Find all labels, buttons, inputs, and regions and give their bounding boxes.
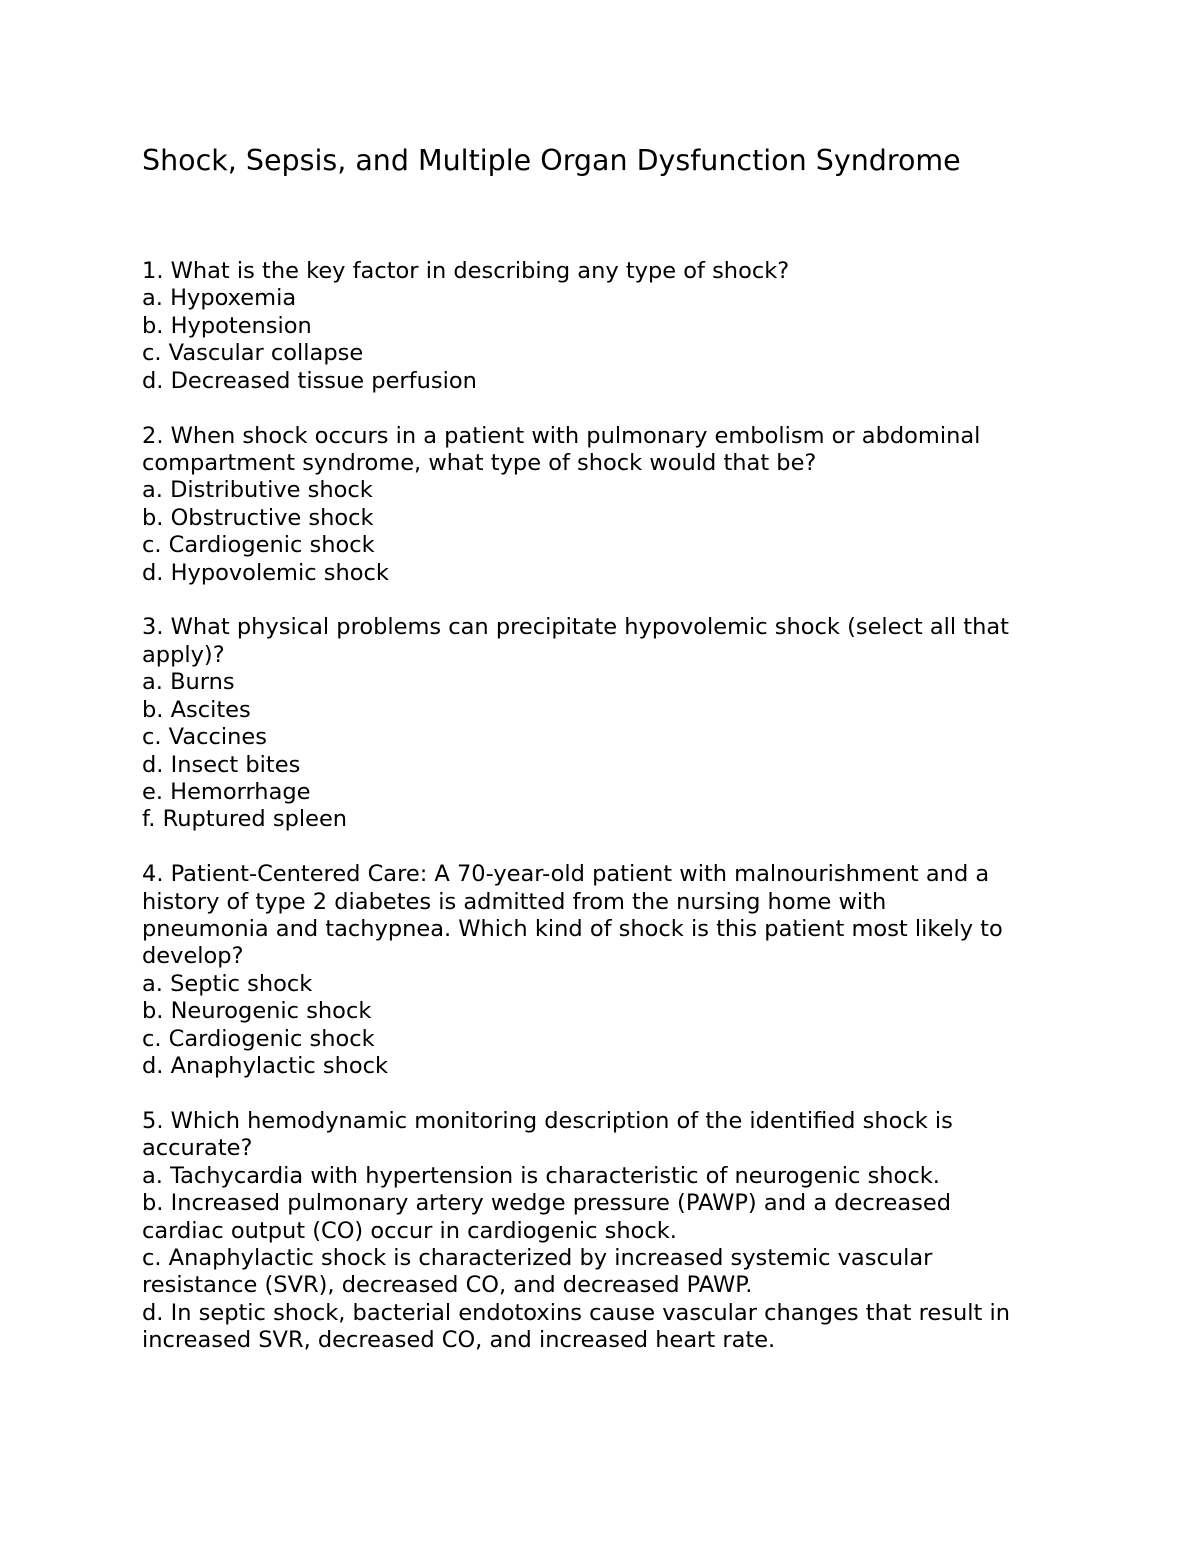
answer-option: a. Tachycardia with hypertension is characteristic of neurogenic shock. — [142, 1162, 940, 1189]
answer-option: b. Obstructive shock — [142, 504, 374, 531]
question-stem: compartment syndrome, what type of shock would that be? — [142, 449, 817, 476]
question-stem: pneumonia and tachypnea. Which kind of shock is this patient most likely to — [142, 916, 1003, 943]
question-stem: apply)? — [142, 641, 225, 668]
page-title: Shock, Sepsis, and Multiple Organ Dysfunction Syndrome — [142, 144, 961, 177]
answer-option: c. Vascular collapse — [142, 340, 364, 367]
answer-option: b. Increased pulmonary artery wedge pressure (PAWP) and a decreased — [142, 1190, 952, 1217]
question-1 — [142, 258, 1072, 395]
question-3 — [142, 614, 1072, 833]
answer-option: d. Insect bites — [142, 751, 301, 778]
answer-option: a. Septic shock — [142, 970, 313, 997]
answer-option: e. Hemorrhage — [142, 778, 311, 805]
answer-option: d. Hypovolemic shock — [142, 559, 389, 586]
question-stem: 5. Which hemodynamic monitoring description of the identified shock is — [142, 1107, 953, 1134]
answer-option: c. Cardiogenic shock — [142, 532, 375, 559]
question-stem: history of type 2 diabetes is admitted from the nursing home with — [142, 888, 887, 915]
question-stem: 4. Patient-Centered Care: A 70-year-old patient with malnourishment and a — [142, 861, 990, 888]
question-stem: 2. When shock occurs in a patient with pulmonary embolism or abdominal — [142, 422, 981, 449]
question-2 — [142, 423, 1072, 587]
question-5 — [142, 1108, 1072, 1355]
answer-option: c. Vaccines — [142, 724, 267, 751]
answer-option: b. Neurogenic shock — [142, 998, 372, 1025]
answer-option: b. Hypotension — [142, 312, 312, 339]
question-stem: accurate? — [142, 1135, 253, 1162]
answer-option: a. Burns — [142, 669, 235, 696]
answer-option: f. Ruptured spleen — [142, 806, 348, 833]
answer-option: a. Hypoxemia — [142, 285, 297, 312]
answer-option: increased SVR, decreased CO, and increased heart rate. — [142, 1327, 776, 1354]
question-stem: 1. What is the key factor in describing any type of shock? — [142, 258, 790, 284]
answer-option: d. Anaphylactic shock — [142, 1053, 389, 1080]
answer-option: a. Distributive shock — [142, 477, 373, 504]
answer-option: cardiac output (CO) occur in cardiogenic shock. — [142, 1217, 677, 1244]
question-stem: 3. What physical problems can precipitate hypovolemic shock (select all that — [142, 614, 1009, 641]
question-list — [142, 258, 1072, 1382]
answer-option: c. Cardiogenic shock — [142, 1025, 375, 1052]
question-stem: develop? — [142, 943, 244, 970]
answer-option: resistance (SVR), decreased CO, and decreased PAWP. — [142, 1272, 753, 1299]
answer-option: c. Anaphylactic shock is characterized by increased systemic vascular — [142, 1245, 933, 1271]
answer-option: d. Decreased tissue perfusion — [142, 367, 477, 394]
question-4 — [142, 861, 1072, 1080]
answer-option: b. Ascites — [142, 696, 251, 723]
answer-option: d. In septic shock, bacterial endotoxins cause vascular changes that result in — [142, 1299, 1010, 1326]
